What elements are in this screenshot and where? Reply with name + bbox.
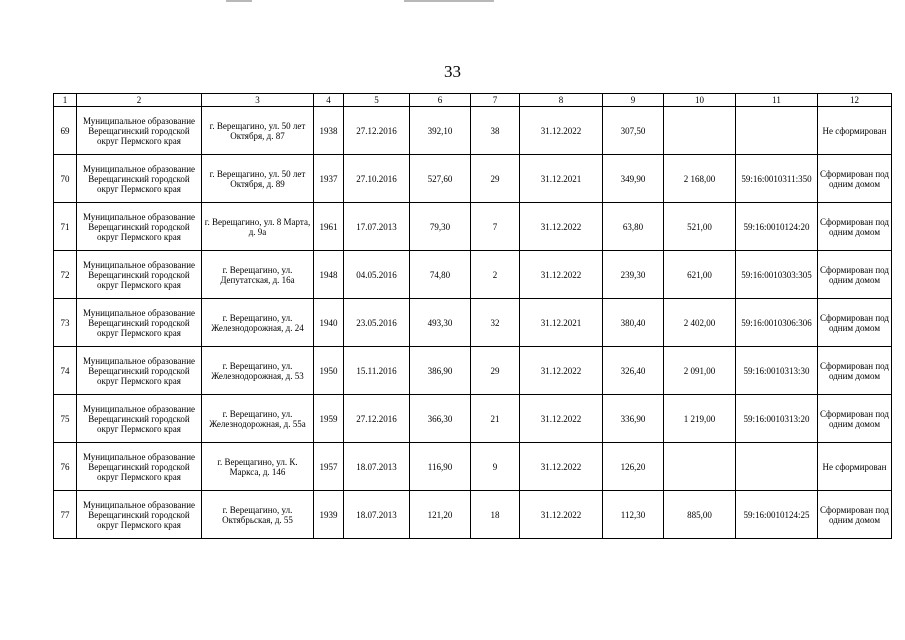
deadline-cell: 31.12.2021 [520,155,603,203]
municipality-cell: Муниципальное образование Верещагинский городской округ Пермского края [77,491,202,539]
land-status-cell: Сформирован под одним домом [818,155,892,203]
build-year-cell: 1940 [314,299,344,347]
area-cell: 116,90 [410,443,471,491]
area-cell: 527,60 [410,155,471,203]
land-status-cell: Не сформирован [818,443,892,491]
municipality-cell: Муниципальное образование Верещагинский городской округ Пермского края [77,347,202,395]
date-cell: 15.11.2016 [344,347,410,395]
address-cell: г. Верещагино, ул. Железнодорожная, д. 24 [202,299,314,347]
land-area-cell [664,107,736,155]
deadline-cell: 31.12.2022 [520,395,603,443]
area-cell: 79,30 [410,203,471,251]
residents-cell: 38 [471,107,520,155]
date-cell: 27.12.2016 [344,395,410,443]
row-number-cell: 77 [54,491,77,539]
land-status-cell: Сформирован под одним домом [818,491,892,539]
land-status-cell: Не сформирован [818,107,892,155]
land-status-cell: Сформирован под одним домом [818,203,892,251]
address-cell: г. Верещагино, ул. Железнодорожная, д. 55а [202,395,314,443]
land-area-cell: 2 091,00 [664,347,736,395]
column-header: 3 [202,94,314,107]
land-status-cell: Сформирован под одним домом [818,395,892,443]
municipality-cell: Муниципальное образование Верещагинский городской округ Пермского края [77,107,202,155]
build-year-cell: 1948 [314,251,344,299]
scan-artifact-right [404,0,494,2]
deadline-cell: 31.12.2022 [520,347,603,395]
municipality-cell: Муниципальное образование Верещагинский городской округ Пермского края [77,251,202,299]
land-status-cell: Сформирован под одним домом [818,347,892,395]
build-year-cell: 1938 [314,107,344,155]
housing-registry-table [53,93,892,539]
area-cell: 366,30 [410,395,471,443]
area-value-cell: 307,50 [603,107,664,155]
area-value-cell: 380,40 [603,299,664,347]
scan-artifact-left [226,0,252,2]
land-area-cell: 1 219,00 [664,395,736,443]
column-header: 6 [410,94,471,107]
land-area-cell: 885,00 [664,491,736,539]
cadastral-number-cell: 59:16:0010303:305 [736,251,818,299]
table-row [54,395,892,443]
build-year-cell: 1957 [314,443,344,491]
address-cell: г. Верещагино, ул. Железнодорожная, д. 53 [202,347,314,395]
build-year-cell: 1961 [314,203,344,251]
deadline-cell: 31.12.2022 [520,251,603,299]
column-header: 7 [471,94,520,107]
column-header: 5 [344,94,410,107]
cadastral-number-cell: 59:16:0010313:30 [736,347,818,395]
row-number-cell: 76 [54,443,77,491]
column-header: 11 [736,94,818,107]
land-area-cell: 621,00 [664,251,736,299]
address-cell: г. Верещагино, ул. 50 лет Октября, д. 89 [202,155,314,203]
column-header: 8 [520,94,603,107]
address-cell: г. Верещагино, ул. 8 Марта, д. 9а [202,203,314,251]
page-number: 33 [444,62,461,81]
area-value-cell: 63,80 [603,203,664,251]
column-header: 10 [664,94,736,107]
residents-cell: 7 [471,203,520,251]
row-number-cell: 73 [54,299,77,347]
area-value-cell: 239,30 [603,251,664,299]
build-year-cell: 1959 [314,395,344,443]
table-row [54,107,892,155]
row-number-cell: 69 [54,107,77,155]
column-header: 1 [54,94,77,107]
deadline-cell: 31.12.2022 [520,443,603,491]
cadastral-number-cell: 59:16:0010124:25 [736,491,818,539]
residents-cell: 18 [471,491,520,539]
area-cell: 392,10 [410,107,471,155]
row-number-cell: 71 [54,203,77,251]
area-cell: 493,30 [410,299,471,347]
build-year-cell: 1937 [314,155,344,203]
row-number-cell: 75 [54,395,77,443]
row-number-cell: 70 [54,155,77,203]
address-cell: г. Верещагино, ул. Депутатская, д. 16а [202,251,314,299]
cadastral-number-cell: 59:16:0010124:20 [736,203,818,251]
date-cell: 18.07.2013 [344,443,410,491]
cadastral-number-cell [736,107,818,155]
area-cell: 74,80 [410,251,471,299]
row-number-cell: 74 [54,347,77,395]
table-row [54,299,892,347]
residents-cell: 21 [471,395,520,443]
cadastral-number-cell: 59:16:0010313:20 [736,395,818,443]
address-cell: г. Верещагино, ул. 50 лет Октября, д. 87 [202,107,314,155]
land-status-cell: Сформирован под одним домом [818,299,892,347]
land-area-cell [664,443,736,491]
land-area-cell: 521,00 [664,203,736,251]
residents-cell: 9 [471,443,520,491]
deadline-cell: 31.12.2022 [520,491,603,539]
area-value-cell: 326,40 [603,347,664,395]
address-cell: г. Верещагино, ул. К. Маркса, д. 146 [202,443,314,491]
municipality-cell: Муниципальное образование Верещагинский городской округ Пермского края [77,395,202,443]
column-header: 4 [314,94,344,107]
land-area-cell: 2 168,00 [664,155,736,203]
build-year-cell: 1939 [314,491,344,539]
residents-cell: 2 [471,251,520,299]
row-number-cell: 72 [54,251,77,299]
municipality-cell: Муниципальное образование Верещагинский городской округ Пермского края [77,155,202,203]
residents-cell: 32 [471,299,520,347]
area-value-cell: 112,30 [603,491,664,539]
table-row [54,251,892,299]
column-header: 2 [77,94,202,107]
area-cell: 121,20 [410,491,471,539]
build-year-cell: 1950 [314,347,344,395]
cadastral-number-cell: 59:16:0010311:350 [736,155,818,203]
residents-cell: 29 [471,347,520,395]
date-cell: 04.05.2016 [344,251,410,299]
date-cell: 23.05.2016 [344,299,410,347]
date-cell: 27.10.2016 [344,155,410,203]
area-cell: 386,90 [410,347,471,395]
table-row [54,155,892,203]
column-header: 12 [818,94,892,107]
deadline-cell: 31.12.2022 [520,203,603,251]
area-value-cell: 336,90 [603,395,664,443]
table-row [54,203,892,251]
table-row [54,443,892,491]
date-cell: 17.07.2013 [344,203,410,251]
land-status-cell: Сформирован под одним домом [818,251,892,299]
area-value-cell: 349,90 [603,155,664,203]
deadline-cell: 31.12.2022 [520,107,603,155]
municipality-cell: Муниципальное образование Верещагинский городской округ Пермского края [77,299,202,347]
residents-cell: 29 [471,155,520,203]
date-cell: 27.12.2016 [344,107,410,155]
municipality-cell: Муниципальное образование Верещагинский городской округ Пермского края [77,203,202,251]
table-row [54,491,892,539]
deadline-cell: 31.12.2021 [520,299,603,347]
land-area-cell: 2 402,00 [664,299,736,347]
cadastral-number-cell [736,443,818,491]
date-cell: 18.07.2013 [344,491,410,539]
area-value-cell: 126,20 [603,443,664,491]
table-header-row [54,94,892,107]
column-header: 9 [603,94,664,107]
table-row [54,347,892,395]
address-cell: г. Верещагино, ул. Октябрьская, д. 55 [202,491,314,539]
municipality-cell: Муниципальное образование Верещагинский городской округ Пермского края [77,443,202,491]
cadastral-number-cell: 59:16:0010306:306 [736,299,818,347]
